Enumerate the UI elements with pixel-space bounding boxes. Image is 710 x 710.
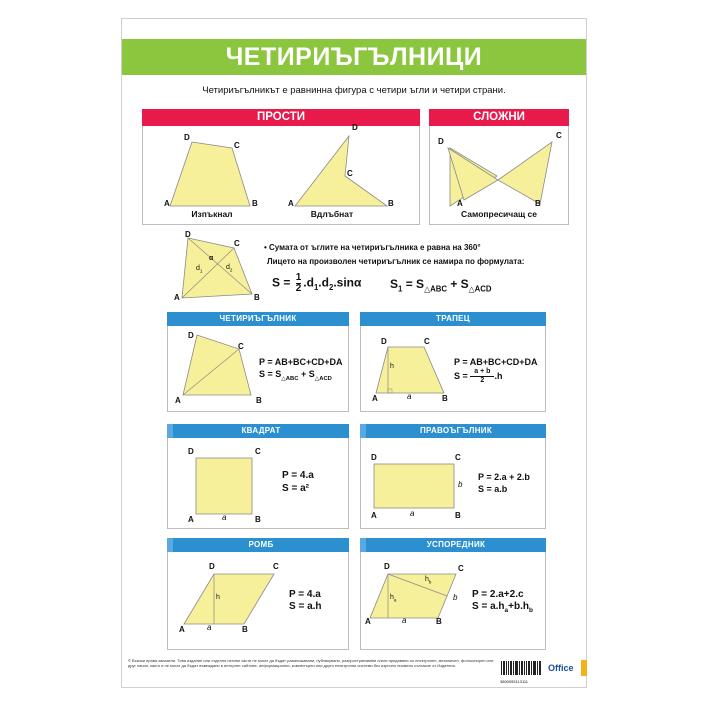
- convex-label-a: A: [164, 199, 170, 208]
- area-bullet: Лицето на произволен четириъгълник се намира по формулата:: [267, 257, 525, 266]
- poster: [121, 18, 587, 688]
- angle-sum-bullet: • Сумата от ъглите на четириъгълника е равна на 360°: [264, 243, 481, 252]
- para-label-b-side: b: [453, 593, 458, 602]
- barcode-number: 3800055113111: [500, 679, 529, 684]
- para-label-a-side: a: [402, 616, 407, 625]
- label-d2: $d_2$: [226, 264, 233, 273]
- rectangle-header: ПРАВОЪГЪЛНИК: [366, 424, 546, 438]
- rhombus-area: S = a.h: [289, 601, 322, 612]
- rhomb-label-a: A: [179, 625, 185, 634]
- parallelogram-figure: [368, 572, 460, 622]
- concave-caption: Вдлъбнат: [310, 209, 354, 219]
- trapezoid-perimeter: P = AB+BC+CD+DA: [454, 357, 538, 367]
- convex-label-d: D: [184, 133, 190, 142]
- self-intersecting-quadrilateral-figure: [442, 134, 562, 209]
- area-formula-sum: $S_1 = S_{\triangle ABC} + S_{\triangle ACD}$: [390, 277, 492, 294]
- simple-header: ПРОСТИ: [142, 109, 420, 126]
- rhombus-header: РОМБ: [173, 538, 349, 552]
- label-d1: $d_1$: [196, 265, 203, 274]
- square-label-d: D: [188, 447, 194, 456]
- rhomb-label-b: B: [242, 625, 248, 634]
- area-formula-diagonals: S = $\frac{1}{2}$ $.d_1.d_2.\sin\alpha$: [272, 272, 362, 294]
- complex-label-a: A: [457, 199, 463, 208]
- square-area: S = a²: [282, 483, 309, 494]
- rhomb-label-d: D: [209, 562, 215, 571]
- complex-header: СЛОЖНИ: [429, 109, 569, 126]
- brand-badge: [581, 660, 587, 676]
- concave-label-a: A: [288, 199, 294, 208]
- square-perimeter: P = 4.a: [282, 470, 314, 481]
- quad-label-a: A: [175, 396, 181, 405]
- rect-label-d: D: [371, 453, 377, 462]
- complex-label-c: C: [556, 131, 562, 140]
- para-label-c: C: [458, 564, 464, 573]
- square-label-a: A: [188, 515, 194, 524]
- quadrilateral-area: $S = S_{\triangle ABC} + S_{\triangle ACD}$: [259, 369, 332, 382]
- square-label-b: B: [255, 515, 261, 524]
- rhomb-label-a-side: a: [207, 623, 212, 632]
- rect-label-a-side: a: [410, 509, 415, 518]
- concave-label-c: C: [347, 169, 353, 178]
- quadrilateral-header: ЧЕТИРИЪГЪЛНИК: [167, 312, 349, 326]
- rectangle-perimeter: P = 2.a + 2.b: [478, 472, 530, 482]
- quad-label-d: D: [188, 331, 194, 340]
- general-label-b: B: [254, 293, 260, 302]
- general-label-c: C: [234, 239, 240, 248]
- complex-label-d: D: [438, 137, 444, 146]
- rhomb-label-c: C: [273, 562, 279, 571]
- rectangle-area: S = a.b: [478, 484, 508, 494]
- concave-label-b: B: [388, 199, 394, 208]
- quadrilateral-perimeter: P = AB+BC+CD+DA: [259, 357, 343, 367]
- general-label-alpha: α: [209, 255, 214, 262]
- trapezoid-header: ТРАПЕЦ: [360, 312, 546, 326]
- general-label-a: A: [174, 293, 180, 302]
- complex-caption: Самопресичащ се: [461, 209, 537, 219]
- rect-label-b-side: b: [458, 480, 463, 489]
- quad-label-b: B: [256, 396, 262, 405]
- rect-label-a: A: [371, 511, 377, 520]
- copyright-note: © Всички права запазени. Това издание или отделни негови части не могат да бъдат размножавани, публикувани, разпространявани и/или предавани по електронен, механичен, фотокопирен или друг начин, както и не могат да бъдат въвеждани в интернет сайтове, информационни, компютърни или други електронни системи без изрично писмено съгласие от Издателя.: [128, 658, 494, 668]
- rect-label-c: C: [455, 453, 461, 462]
- parallelogram-header: УСПОРЕДНИК: [366, 538, 546, 552]
- convex-label-c: C: [234, 141, 240, 150]
- complex-label-b: B: [535, 199, 541, 208]
- para-label-hb: $h_b$: [425, 576, 432, 585]
- trap-label-h: h: [390, 363, 394, 370]
- trap-label-a: A: [372, 394, 378, 403]
- page-title: ЧЕТИРИЪГЪЛНИЦИ: [225, 43, 483, 71]
- convex-quadrilateral-figure: [162, 134, 262, 214]
- quad-label-c: C: [238, 342, 244, 351]
- rhombus-figure: [182, 572, 278, 628]
- square-figure: [194, 456, 254, 516]
- trap-label-d: D: [381, 337, 387, 346]
- trapezoid-area: S = $\frac{a + b}{2}$ .h: [454, 368, 503, 384]
- rectangle-figure: [372, 462, 456, 510]
- rect-label-b: B: [455, 511, 461, 520]
- convex-caption: Изпъкнал: [191, 209, 233, 219]
- barcode-icon: [500, 660, 542, 680]
- trap-label-b: B: [442, 394, 448, 403]
- rhombus-perimeter: P = 4.a: [289, 589, 321, 600]
- rhomb-label-h: h: [216, 594, 220, 601]
- intro-text: Четириъгълникът е равнинна фигура с четири ъгли и четири страни.: [202, 85, 506, 96]
- general-quadrilateral-figure: [174, 234, 259, 304]
- square-label-a-side: a: [222, 513, 227, 522]
- brand-logo: Office: [548, 663, 574, 673]
- para-label-b: B: [436, 617, 442, 626]
- trap-label-a-side: a: [407, 392, 412, 401]
- trap-label-c: C: [424, 337, 430, 346]
- parallelogram-perimeter: P = 2.a+2.c: [472, 589, 524, 600]
- para-label-a: A: [365, 617, 371, 626]
- concave-label-d: D: [352, 123, 358, 132]
- square-label-c: C: [255, 447, 261, 456]
- convex-label-b: B: [252, 199, 258, 208]
- general-label-d: D: [185, 230, 191, 239]
- trapezoid-figure: [372, 339, 452, 399]
- concave-quadrilateral-figure: [287, 124, 397, 214]
- parallelogram-area: $S = a.h_a+b.h_b$: [472, 601, 533, 614]
- square-header: КВАДРАТ: [173, 424, 349, 438]
- para-label-ha: $h_a$: [390, 594, 397, 603]
- para-label-d: D: [384, 562, 390, 571]
